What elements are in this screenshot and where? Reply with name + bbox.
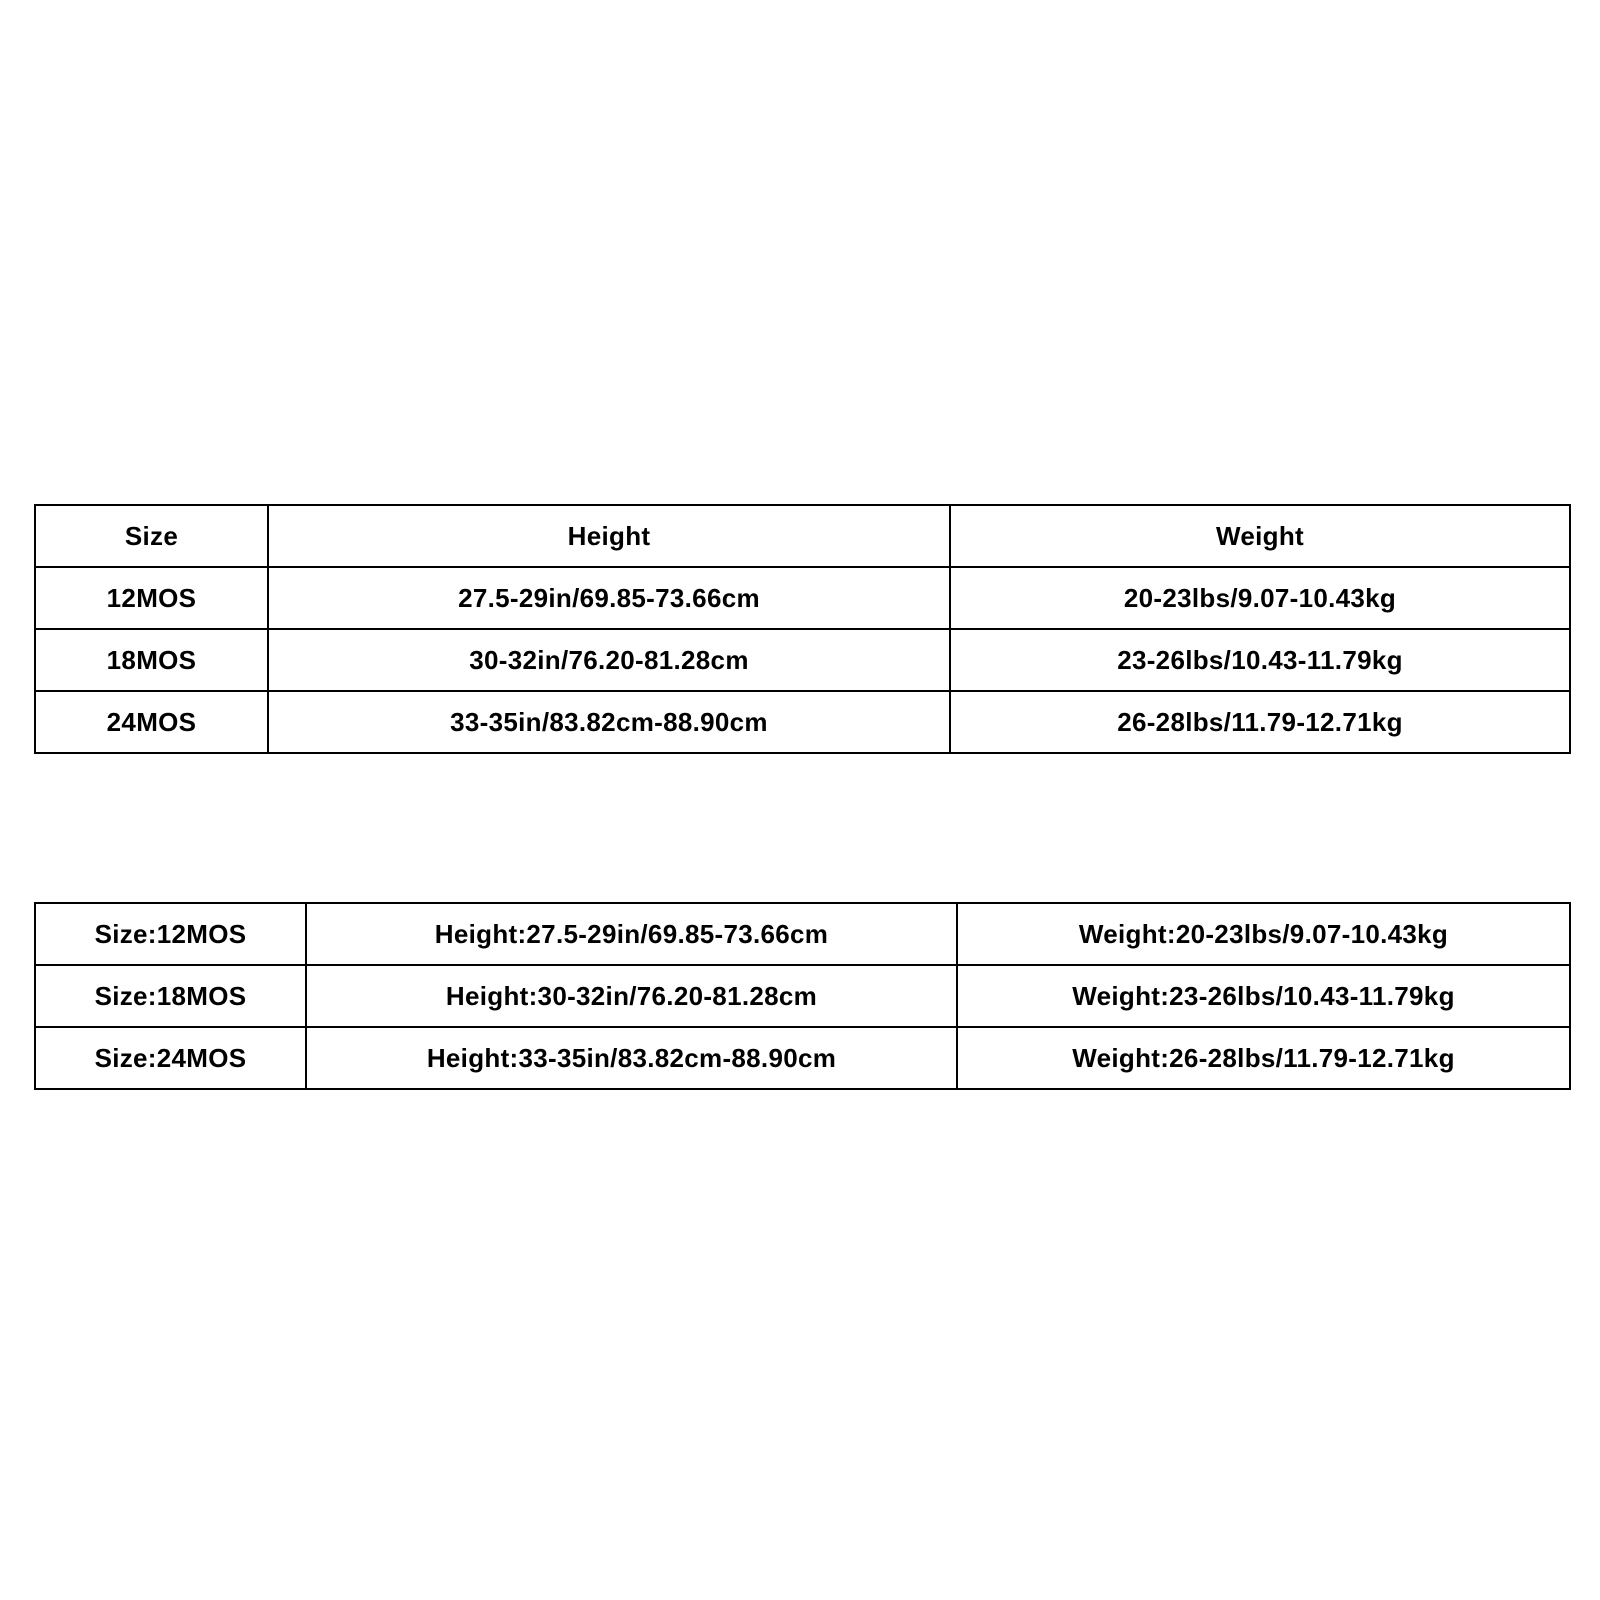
table-row <box>35 567 1570 629</box>
table-row <box>35 965 1570 1027</box>
header-height: Height <box>268 505 950 567</box>
height-cell: 27.5-29in/69.85-73.66cm <box>268 567 950 629</box>
header-weight: Weight <box>950 505 1570 567</box>
height-cell: Height:27.5-29in/69.85-73.66cm <box>306 903 957 965</box>
weight-cell: 26-28lbs/11.79-12.71kg <box>950 691 1570 753</box>
weight-cell: Weight:20-23lbs/9.07-10.43kg <box>957 903 1570 965</box>
header-size: Size <box>35 505 268 567</box>
weight-cell: Weight:23-26lbs/10.43-11.79kg <box>957 965 1570 1027</box>
size-cell: Size:24MOS <box>35 1027 306 1089</box>
height-cell: 30-32in/76.20-81.28cm <box>268 629 950 691</box>
table-row <box>35 629 1570 691</box>
size-cell: 12MOS <box>35 567 268 629</box>
table-header-row <box>35 505 1570 567</box>
size-list-table <box>34 902 1571 1090</box>
height-cell: 33-35in/83.82cm-88.90cm <box>268 691 950 753</box>
size-cell: 24MOS <box>35 691 268 753</box>
table-row <box>35 903 1570 965</box>
weight-cell: 20-23lbs/9.07-10.43kg <box>950 567 1570 629</box>
table-row <box>35 691 1570 753</box>
size-cell: Size:12MOS <box>35 903 306 965</box>
size-cell: Size:18MOS <box>35 965 306 1027</box>
height-cell: Height:30-32in/76.20-81.28cm <box>306 965 957 1027</box>
size-cell: 18MOS <box>35 629 268 691</box>
height-cell: Height:33-35in/83.82cm-88.90cm <box>306 1027 957 1089</box>
size-chart-table <box>34 504 1571 754</box>
table-row <box>35 1027 1570 1089</box>
weight-cell: Weight:26-28lbs/11.79-12.71kg <box>957 1027 1570 1089</box>
weight-cell: 23-26lbs/10.43-11.79kg <box>950 629 1570 691</box>
